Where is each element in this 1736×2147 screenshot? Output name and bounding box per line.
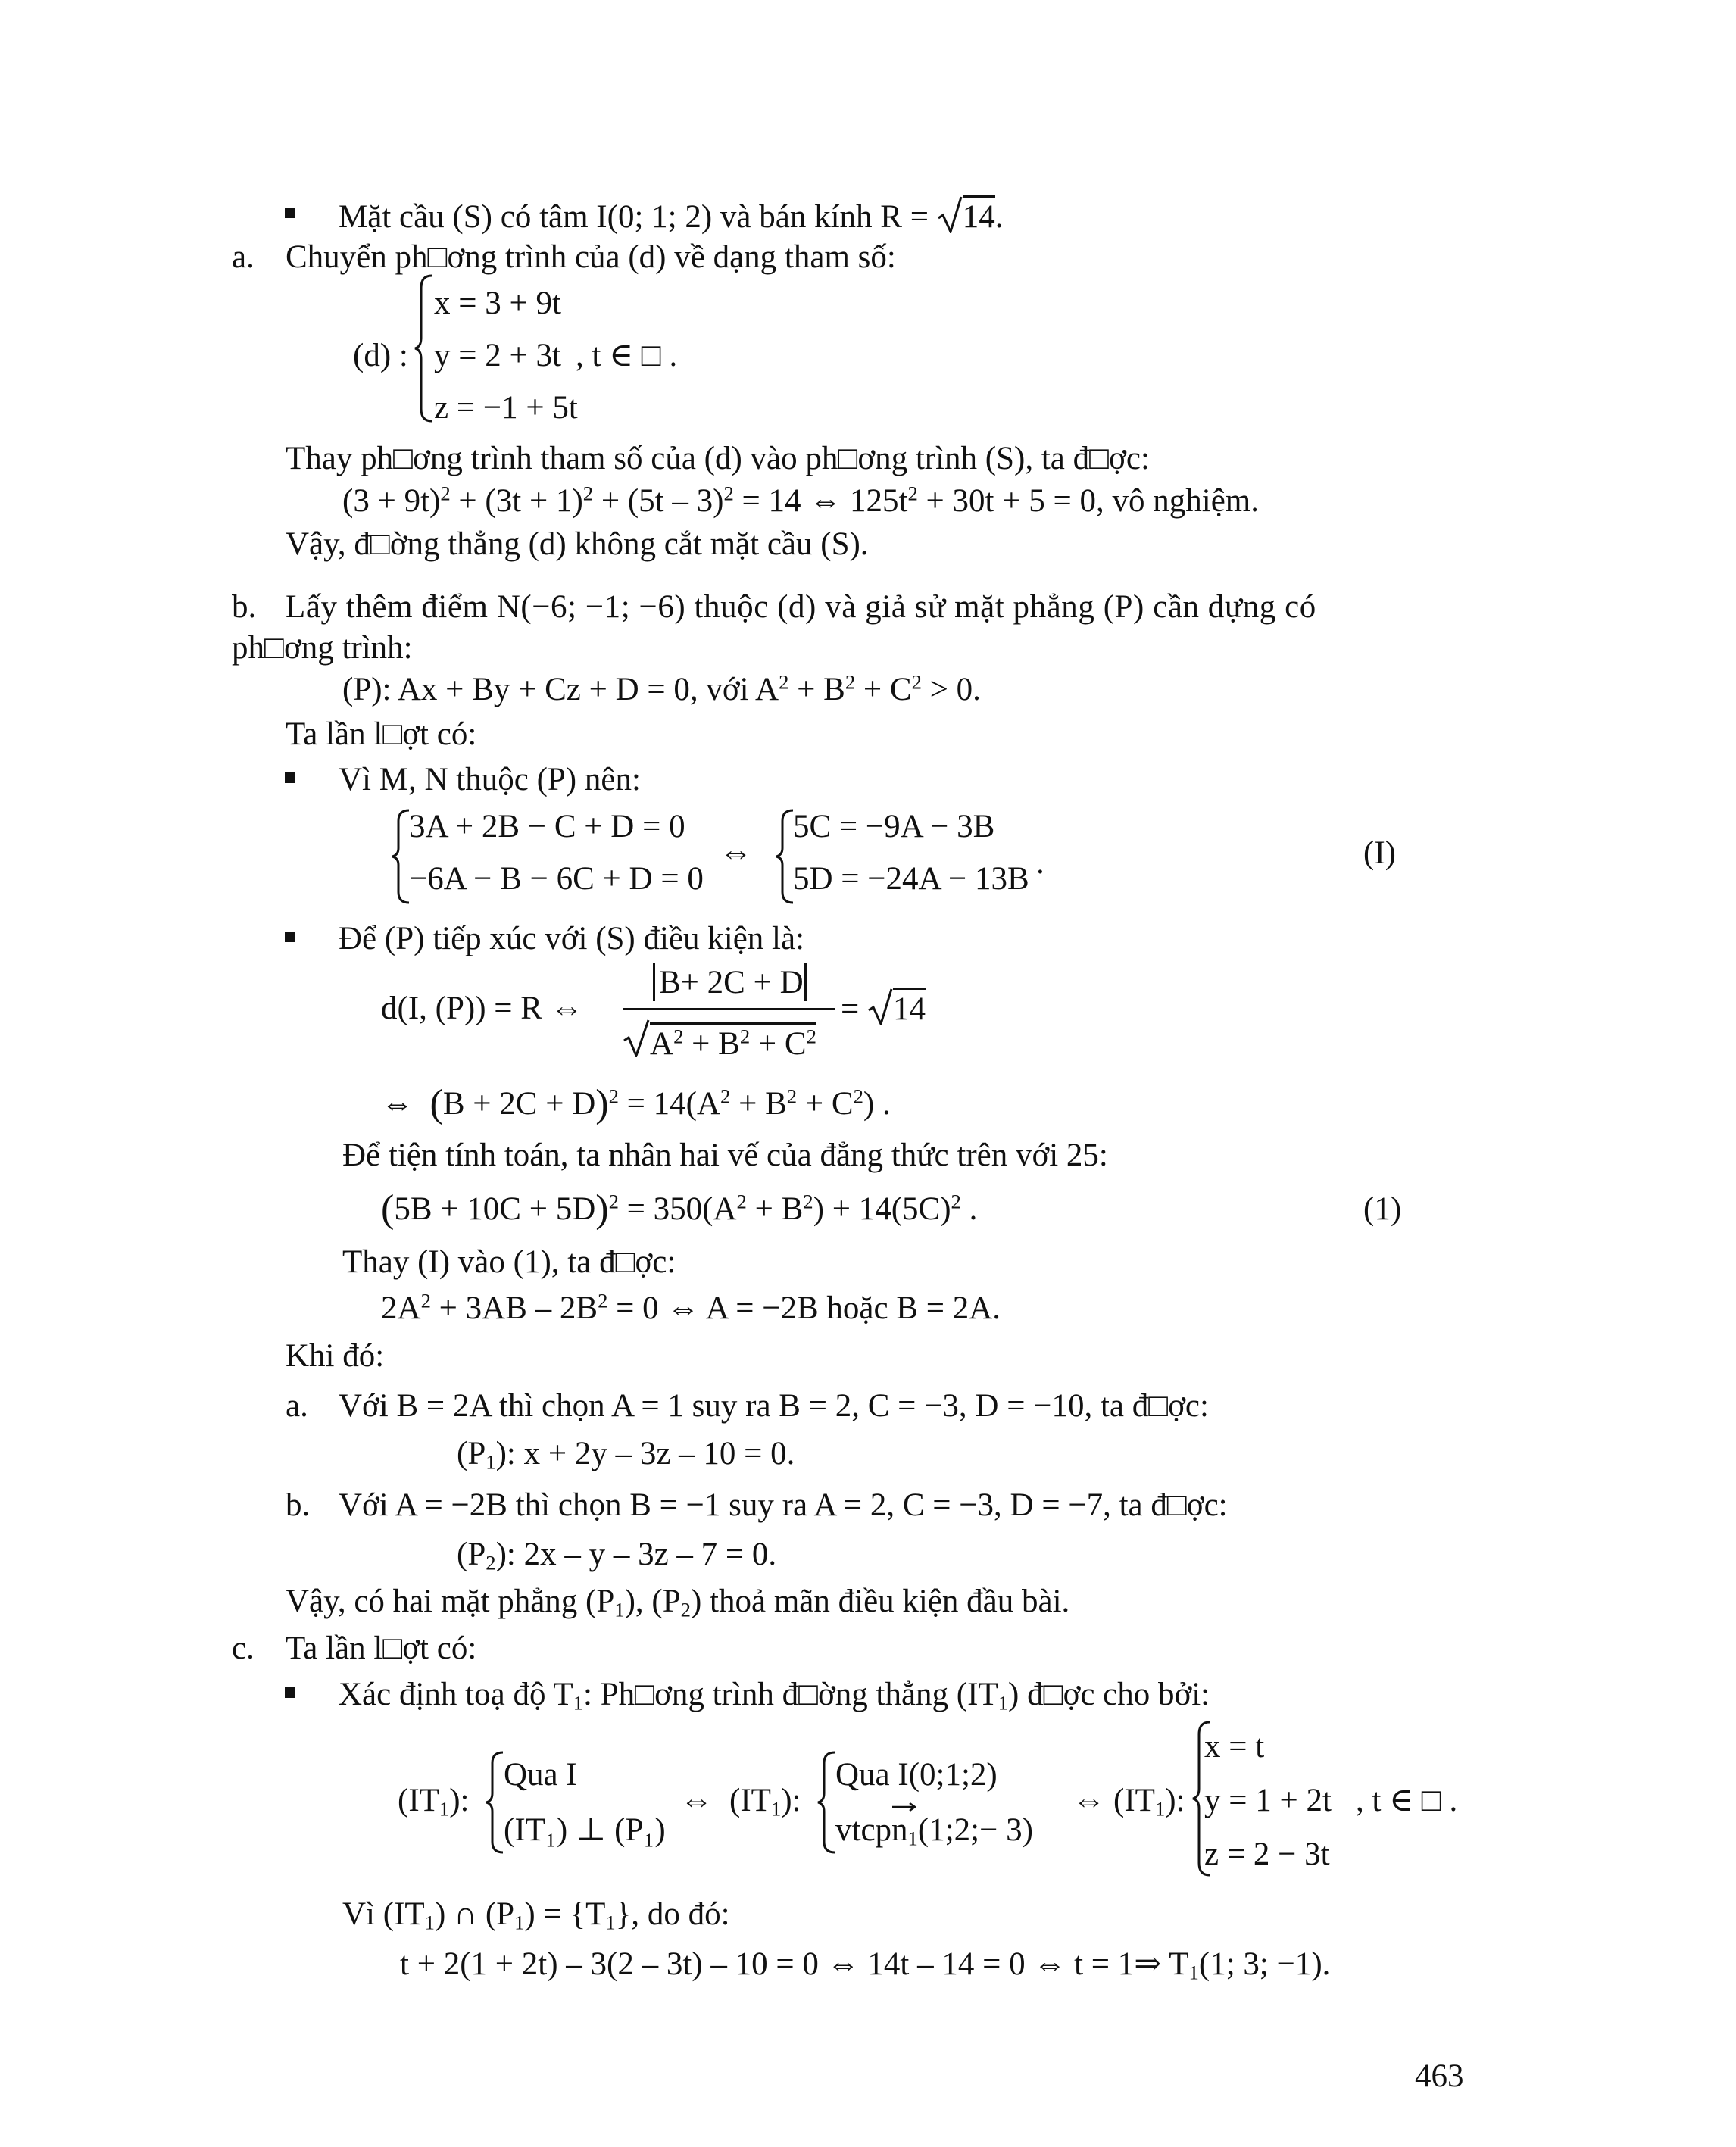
subscript: 1 — [514, 1911, 525, 1934]
text-part: ), (P — [624, 1584, 681, 1619]
exponent: 2 — [951, 1190, 961, 1213]
abs-bar-right — [804, 963, 807, 1001]
equation-tag-1: (1) — [1363, 1191, 1402, 1227]
exponent: 2 — [803, 1190, 813, 1213]
it1-a-line1: Qua I — [504, 1757, 577, 1793]
subscript: 1 — [424, 1911, 435, 1934]
text-part: ) ∩ (P — [434, 1896, 515, 1932]
it1-label-c — [1113, 1783, 1185, 1821]
it1-c-x: x = t — [1204, 1729, 1265, 1765]
bullet-t1 — [339, 1677, 1210, 1715]
eq-part: = 0 ⇔ A = −2B hoặc B = 2A. — [607, 1290, 1001, 1326]
eq-part: (P — [457, 1436, 486, 1471]
text-part: ) thoả mãn điều kiện đầu bài. — [690, 1584, 1070, 1619]
b-line1: Lấy thêm điểm N(−6; −1; −6) thuộc (d) và giả sử mặt phẳng (P) cần dựng có — [286, 589, 1316, 625]
fraction-bar — [623, 1008, 835, 1010]
eq-part: (P — [457, 1537, 486, 1572]
iff-symbol: ⇔ — [1073, 1783, 1105, 1818]
eq-part: t + 2(1 + 2t) – 3(2 – 3t) – 10 = 0 ⇔ 14t – 14 = 0 ⇔ t = 1⇒ T — [400, 1946, 1189, 1982]
subscript: 1 — [486, 1450, 496, 1474]
brace-it1-a — [485, 1749, 504, 1855]
bullet — [285, 932, 295, 942]
case-b-label: b. — [286, 1487, 311, 1523]
eq-part: + B — [730, 1086, 787, 1122]
text-part: Xác định toạ độ T — [339, 1677, 573, 1712]
subscript: 1 — [439, 1797, 450, 1821]
vector-coords: (1;2;− 3) — [917, 1812, 1033, 1848]
bullet-mn: Vì M, N thuộc (P) nên: — [339, 762, 641, 797]
den-part: + C — [750, 1026, 807, 1062]
exponent: 2 — [608, 1084, 619, 1108]
subscript: 2 — [680, 1598, 691, 1621]
text-part: }, do đó: — [615, 1896, 730, 1932]
sys1-right-eq1: 5C = −9A − 3B — [793, 809, 995, 844]
brace-sys1-right — [775, 807, 795, 906]
case-a-label: a. — [286, 1388, 308, 1424]
exponent: 2 — [786, 1084, 798, 1108]
eq-part: ) + 14(5C) — [813, 1191, 951, 1227]
brace-it1-b — [816, 1749, 836, 1855]
text-part: ) đ□ợc cho bởi: — [1008, 1677, 1210, 1712]
exponent: 2 — [853, 1084, 863, 1108]
subscript: 2 — [486, 1551, 496, 1574]
brace-d — [414, 273, 433, 424]
exponent: 2 — [736, 1190, 747, 1213]
eq-part: B + 2C + D — [442, 1086, 596, 1122]
equals: = — [841, 991, 868, 1027]
it1-b-line1: Qua I(0;1;2) — [835, 1757, 998, 1793]
sqrt-radicand: 14 — [963, 195, 995, 235]
it1-b-line2 — [835, 1812, 1033, 1850]
b-line2: ph□ơng trình: — [232, 630, 413, 666]
a-subst: Thay ph□ơng trình tham số của (d) vào ph□ơng trình (S), ta đ□ợc: — [286, 441, 1150, 476]
eq-part: + (5t – 3) — [593, 483, 724, 519]
exponent: 2 — [420, 1289, 431, 1312]
sys1-period: . — [1036, 845, 1044, 881]
b-sequence: Ta lần l□ợt có: — [286, 716, 477, 752]
final-equation — [400, 1946, 1331, 1984]
text-part: ): — [1165, 1783, 1185, 1818]
intersection-statement — [342, 1896, 730, 1934]
eq-part: ): 2x – y – 3z – 7 = 0. — [495, 1537, 777, 1572]
multiply-25: Để tiện tính toán, ta nhân hai vế của đẳng thức trên với 25: — [342, 1137, 1108, 1173]
d-label: (d) : — [353, 338, 408, 373]
eq-part: = 350(A — [618, 1191, 737, 1227]
sys1-left-eq1: 3A + 2B − C + D = 0 — [409, 809, 685, 844]
eq-part: + 30t + 5 = 0, vô nghiệm. — [917, 483, 1259, 519]
exponent: 2 — [598, 1289, 608, 1312]
d-eq-y: y = 2 + 3t — [434, 338, 561, 373]
it1-label-a — [398, 1783, 470, 1821]
abs-bar-left — [653, 963, 655, 1001]
sqrt-sign — [623, 1018, 650, 1057]
case-a: Với B = 2A thì chọn A = 1 suy ra B = 2, C = −3, D = −10, ta đ□ợc: — [339, 1388, 1209, 1424]
eq-part: ): x + 2y – 3z – 10 = 0. — [495, 1436, 795, 1471]
text-part: (IT — [398, 1783, 439, 1818]
it1-param: , t ∈ □ . — [1356, 1783, 1458, 1818]
sqrt-sign — [937, 198, 963, 232]
distance-rhs — [841, 991, 926, 1025]
exponent: 2 — [440, 482, 451, 505]
text-part: ): — [449, 1783, 470, 1818]
exponent: 2 — [608, 1190, 619, 1213]
iff-symbol: ⇔ — [381, 1086, 414, 1122]
exponent: 2 — [907, 482, 918, 505]
d-param: , t ∈ □ . — [576, 338, 678, 373]
subscript: 1 — [614, 1598, 625, 1621]
den-part: + B — [683, 1026, 740, 1062]
normal-vector — [891, 1812, 918, 1850]
den-part: A — [650, 1026, 674, 1062]
bullet-tangent: Để (P) tiếp xúc với (S) điều kiện là: — [339, 921, 805, 956]
bullet — [285, 1687, 295, 1698]
d-eq-x: x = 3 + 9t — [434, 286, 561, 321]
subscript: 1 — [1154, 1797, 1166, 1821]
quadratic-equation — [381, 1289, 1001, 1326]
text-part: ) = {T — [524, 1896, 606, 1932]
eq-part: > 0. — [921, 672, 981, 707]
eq-part: = 14 ⇔ 125t — [733, 483, 908, 519]
exponent: 2 — [582, 482, 594, 505]
eq-part: 5B + 10C + 5D — [394, 1191, 596, 1227]
two-planes — [286, 1584, 1070, 1621]
subscript: 1 — [573, 1691, 584, 1715]
vector-n: n — [891, 1812, 908, 1848]
exponent: 2 — [723, 482, 734, 505]
exponent: 2 — [673, 1025, 684, 1048]
bullet — [285, 772, 295, 783]
text-part: : Ph□ơng trình đ□ờng thẳng (IT — [583, 1677, 998, 1712]
sys1-iff: ⇔ — [720, 835, 752, 870]
section-a-label: a. — [232, 239, 254, 275]
eq-part: (1; 3; −1). — [1198, 1946, 1331, 1982]
d-eq-z: z = −1 + 5t — [434, 390, 578, 426]
text-part: ): — [781, 1783, 801, 1818]
eq-part: + 3AB – 2B — [430, 1290, 598, 1326]
it1-c-z: z = 2 − 3t — [1204, 1836, 1330, 1872]
distance-numerator: B+ 2C + D — [659, 965, 804, 1000]
text-part: Vậy, có hai mặt phẳng (P — [286, 1584, 615, 1619]
exponent: 2 — [911, 670, 922, 694]
eq-part: (P): Ax + By + Cz + D = 0, với A — [342, 672, 779, 707]
bullet — [285, 208, 295, 218]
sqrt-sign — [867, 991, 893, 1024]
exponent: 2 — [739, 1025, 751, 1048]
text-part: Vì (IT — [342, 1896, 425, 1932]
distance-denominator — [650, 1022, 816, 1060]
eq-part: . — [960, 1191, 978, 1227]
squared-equation: ⇔ $(B + 2C + D)^2 = 14(A^2 + B^2 + C^2)$ . — [381, 1082, 891, 1125]
plane-equation — [342, 670, 981, 707]
section-a-title: Chuyển ph□ơng trình của (d) về dạng tham số: — [286, 239, 896, 275]
eq-part: + B — [788, 672, 845, 707]
a-equation — [342, 482, 1259, 519]
subscript: 1 — [998, 1691, 1009, 1715]
eq-part: + C — [855, 672, 912, 707]
it1-a-line2: (IT₁) ⊥ (P₁) — [504, 1812, 666, 1848]
sqrt-radicand: 14 — [893, 988, 926, 1027]
eq-part: 2A — [381, 1290, 421, 1326]
subscript: 1 — [605, 1911, 616, 1934]
sphere-statement — [339, 198, 1003, 233]
eq-part: + B — [746, 1191, 804, 1227]
subscript: 1 — [770, 1797, 782, 1821]
section-c-label: c. — [232, 1631, 254, 1666]
eq-part: (3 + 9t) — [342, 483, 441, 519]
eq-part: ) . — [863, 1086, 891, 1122]
subscript: 1 — [907, 1827, 918, 1850]
sys1-left-eq2: −6A − B − 6C + D = 0 — [409, 861, 704, 897]
sphere-text: Mặt cầu (S) có tâm I(0; 1; 2) và bán kính R = — [339, 199, 937, 235]
a-conclusion: Vậy, đ□ờng thẳng (d) không cắt mặt cầu (S). — [286, 526, 869, 562]
period: . — [994, 199, 1004, 235]
equation-1: $(5B + 10C + 5D)^2 = 350(A^2 + B^2) + 14(5C)^2$ . — [381, 1187, 978, 1231]
section-b-label: b. — [232, 589, 257, 625]
brace-sys1-left — [391, 807, 411, 906]
c-sequence: Ta lần l□ợt có: — [286, 1631, 477, 1666]
khi-do: Khi đó: — [286, 1338, 385, 1374]
iff-symbol: ⇔ — [680, 1783, 713, 1818]
eq-part: = 14(A — [618, 1086, 721, 1122]
plane-p1 — [457, 1436, 795, 1474]
exponent: 2 — [845, 670, 856, 694]
it1-label-b — [729, 1783, 801, 1821]
plane-p2 — [457, 1537, 777, 1574]
vtcp-label: vtcp — [835, 1812, 892, 1848]
eq-part: + C — [797, 1086, 854, 1122]
it1-c-y: y = 1 + 2t — [1204, 1783, 1332, 1818]
exponent: 2 — [720, 1084, 731, 1108]
text-part: (IT — [1113, 1783, 1155, 1818]
distance-lhs: d(I, (P)) = R ⇔ — [381, 991, 583, 1026]
subscript: 1 — [1188, 1961, 1199, 1984]
case-b: Với A = −2B thì chọn B = −1 suy ra A = 2, C = −3, D = −7, ta đ□ợc: — [339, 1487, 1228, 1523]
page-number: 463 — [1415, 2058, 1464, 2094]
eq-part: + (3t + 1) — [450, 483, 583, 519]
substitute-I: Thay (I) vào (1), ta đ□ợc: — [342, 1244, 676, 1280]
exponent: 2 — [779, 670, 789, 694]
equation-tag-I: (I) — [1363, 835, 1396, 871]
sys1-right-eq2: 5D = −24A − 13B — [793, 861, 1029, 897]
text-part: (IT — [729, 1783, 771, 1818]
exponent: 2 — [806, 1025, 816, 1048]
